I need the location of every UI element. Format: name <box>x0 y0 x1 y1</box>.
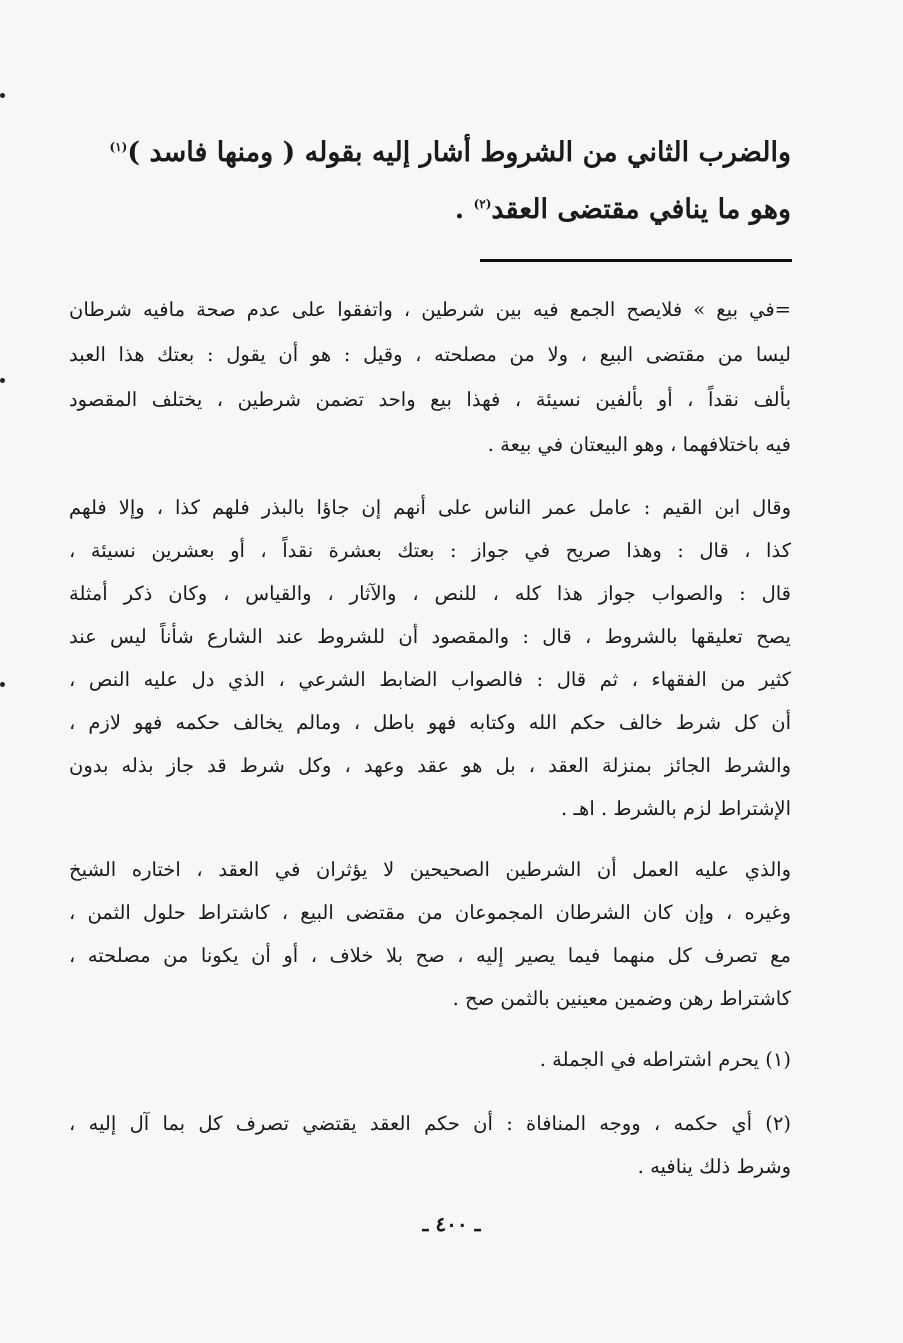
paragraph-1-line: فيه باختلافهما ، وهو البيعتان في بيعة . <box>487 433 791 456</box>
margin-mark <box>0 682 5 687</box>
heading-text-1: والضرب الثاني من الشروط أشار إليه بقوله ( ومنها فاسد ) <box>127 137 791 168</box>
footnote-1-line: (١) يحرم اشتراطه في الجملة . <box>539 1048 791 1071</box>
footnote-2-line: (٢) أي حكمه ، ووجه المنافاة : أن حكم العقد يقتضي تصرف كل بما آل إليه ، <box>69 1112 791 1135</box>
paragraph-2-line: يصح تعليقها بالشروط ، قال : والمقصود أن للشروط عند الشارع شأناً ليس عند <box>69 625 791 648</box>
footnote-ref-2: (٢) <box>473 197 492 211</box>
paragraph-1-line: بألف نقداً ، أو بألفين نسيئة ، فهذا بيع واحد تضمن شرطين ، يختلف المقصود <box>69 388 791 411</box>
paragraph-2-line: وقال ابن القيم : عامل عمر الناس على أنهم إن جاؤا بالبذر فلهم كذا ، وإلا فلهم <box>69 496 791 519</box>
section-divider <box>480 259 792 262</box>
heading-text-2: وهو ما ينافي مقتضى العقد <box>491 194 791 225</box>
paragraph-3-line: كاشتراط رهن وضمين معينين بالثمن صح . <box>452 987 791 1010</box>
paragraph-3-line: وغيره ، وإن كان الشرطان المجموعان من مقتضى البيع ، كاشتراط حلول الثمن ، <box>69 901 791 924</box>
page-number: ـ ٤٠٠ ـ <box>422 1212 481 1236</box>
margin-mark <box>0 378 5 383</box>
paragraph-3-line: والذي عليه العمل أن الشرطين الصحيحين لا يؤثران في العقد ، اختاره الشيخ <box>69 858 791 881</box>
footnote-ref-1: (١) <box>109 140 128 154</box>
margin-mark <box>0 93 5 98</box>
paragraph-2-line: قال : والصواب جواز هذا كله ، للنص ، والآثار ، والقياس ، وكان ذكر أمثلة <box>69 582 791 605</box>
paragraph-2-line: كثير من الفقهاء ، ثم قال : فالصواب الضابط الشرعي ، الذي دل عليه النص ، <box>69 668 791 691</box>
heading-line-2 <box>181 188 791 232</box>
paragraph-2-line: كذا ، قال : وهذا صريح في جواز : بعتك بعشرة نقداً ، أو بعشرين نسيئة ، <box>69 539 791 562</box>
paragraph-2-line: أن كل شرط خالف حكم الله وكتابه فهو باطل ، ومالم يخالف حكمه فهو لازم ، <box>69 711 791 734</box>
paragraph-1-line: ليسا من مقتضى البيع ، ولا من مصلحته ، وقيل : هو أن يقول : بعتك هذا العبد <box>69 343 791 366</box>
footnote-2-line: وشرط ذلك ينافيه . <box>637 1155 791 1178</box>
paragraph-2-line: الإشتراط لزم بالشرط . اهـ . <box>560 797 791 820</box>
heading-line-1 <box>109 131 791 175</box>
paragraph-3-line: مع تصرف كل منهما فيما يصير إليه ، صح بلا خلاف ، أو أن يكونا من مصلحته ، <box>69 944 791 967</box>
paragraph-1-line: =في بيع » فلايصح الجمع فيه بين شرطين ، واتفقوا على عدم صحة مافيه شرطان <box>69 298 791 321</box>
paragraph-2-line: والشرط الجائز بمنزلة العقد ، بل هو عقد وعهد ، وكل شرط قد جاز بذله بدون <box>69 754 791 777</box>
heading-line-2-end: . <box>454 194 474 225</box>
